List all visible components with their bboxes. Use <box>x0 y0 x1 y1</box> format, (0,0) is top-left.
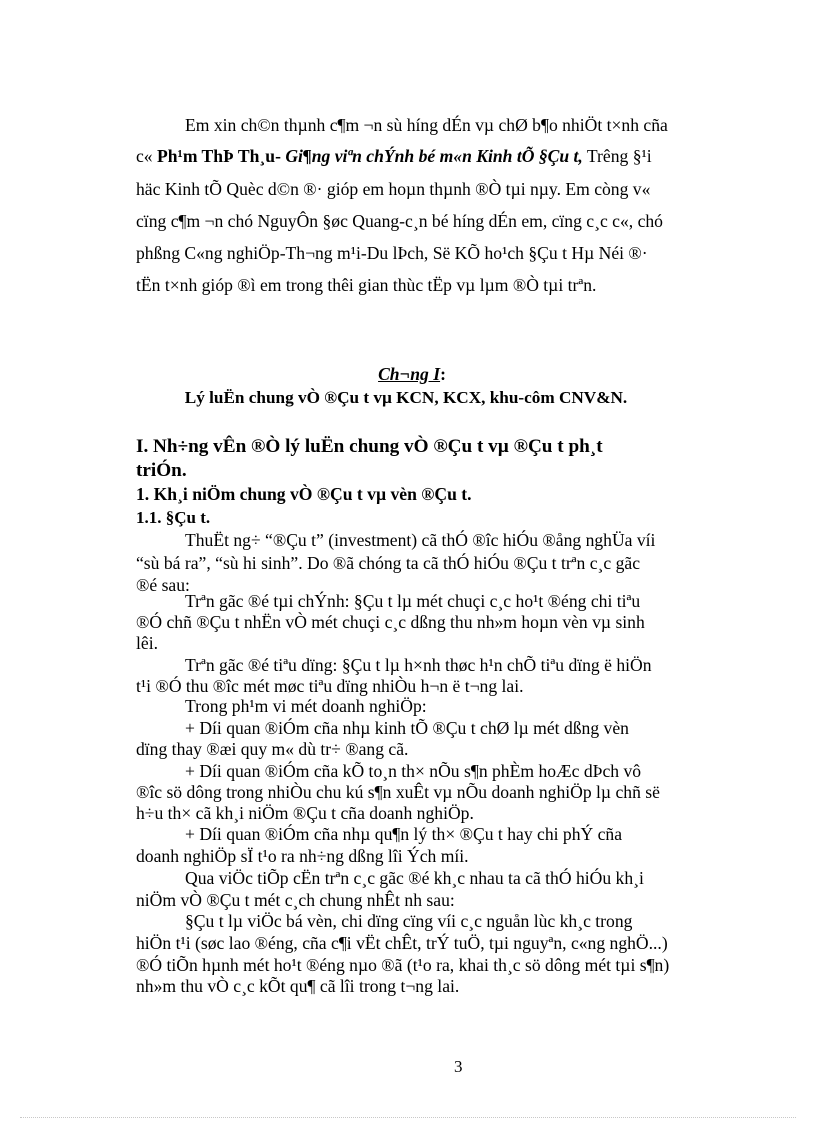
body-line: hiÖn t¹i (søc lao ®éng, cña c¶i vËt chÊt, trÝ tuÖ, tµi nguyªn, c«ng nghÖ...) <box>136 933 668 953</box>
intro-line: phßng C«ng nghiÖp-Th¬ng m¹i-Du lÞch, Së KÕ ho¹ch §Çu t Hµ Néi ®· <box>136 243 648 263</box>
section-heading: I. Nh÷ng vÊn ®Ò lý luËn chung vÒ ®Çu t vµ ®Çu t ph¸t <box>136 436 603 457</box>
body-line: Trªn gãc ®é tµi chÝnh: §Çu t lµ mét chuçi c¸c ho¹t ®éng chi tiªu <box>185 591 641 611</box>
bullet-line: + Díi quan ®iÓm cña kÕ to¸n th× nÕu s¶n phÈm hoÆc dÞch vô <box>185 761 642 781</box>
body-line: ®Ó chñ ®Çu t nhËn vÒ mét chuçi c¸c dßng thu nh»m hoµn vèn vµ sinh <box>136 612 645 632</box>
subsection-heading: 1. Kh¸i niÖm chung vÒ ®Çu t vµ vèn ®Çu t. <box>136 484 472 504</box>
intro-line <box>136 148 652 166</box>
body-line: Trong ph¹m vi mét doanh nghiÖp: <box>185 696 427 716</box>
body-line: ®é sau: <box>136 575 190 595</box>
chapter-colon: : <box>440 364 446 384</box>
body-line: Qua viÖc tiÕp cËn trªn c¸c gãc ®é kh¸c nhau ta cã thÓ hiÓu kh¸i <box>185 868 644 888</box>
body-line: ThuËt ng÷ “®Çu t” (investment) cã thÓ ®îc hiÓu ®ång nghÜa víi <box>185 530 656 550</box>
page-number: 3 <box>454 1057 463 1076</box>
intro-line: tËn t×nh gióp ®ì em trong thêi gian thùc tËp vµ lµm ®Ò tµi trªn. <box>136 275 597 295</box>
intro-line: häc Kinh tÕ Quèc d©n ®· gióp em hoµn thµnh ®Ò tµi nµy. Em còng v« <box>136 179 651 199</box>
body-line: Trªn gãc ®é tiªu dïng: §Çu t lµ h×nh thøc h¹n chÕ tiªu dïng ë hiÖn <box>185 655 652 675</box>
bullet-line: + Díi quan ®iÓm cña nhµ kinh tÕ ®Çu t chØ lµ mét dßng vèn <box>185 718 629 738</box>
intro-line: cïng c¶m ¬n chó NguyÔn §øc Quang-c¸n bé híng dÉn em, cïng c¸c c«, chó <box>136 211 663 231</box>
intro-text: Trêng §¹i <box>582 146 652 166</box>
intro-text: c« <box>136 146 158 166</box>
section-heading-cont: triÓn. <box>136 460 187 481</box>
lecturer-name: Ph¹m ThÞ Th¸u- <box>157 146 281 166</box>
bullet-line: h÷u th× cã kh¸i niÖm ®Çu t cña doanh nghiÖp. <box>136 803 474 823</box>
body-line: t¹i ®Ó thu ®îc mét møc tiªu dïng nhiÒu h¬n ë t¬ng lai. <box>136 676 524 696</box>
intro-line: Em xin ch©n thµnh c¶m ¬n sù híng dÉn vµ chØ b¶o nhiÖt t×nh cña <box>185 115 668 135</box>
body-line: lêi. <box>136 633 158 653</box>
body-line: nh»m thu vÒ c¸c kÕt qu¶ cã lîi trong t¬ng lai. <box>136 976 460 996</box>
lecturer-title: Gi¶ng viªn chÝnh bé m«n Kinh tÕ §Çu t, <box>280 146 583 166</box>
chapter-subtitle: Lý luËn chung vÒ ®Çu t vµ KCN, KCX, khu-côm CNV&N. <box>184 388 628 407</box>
chapter-title <box>4 366 816 384</box>
bullet-line: doanh nghiÖp sÏ t¹o ra nh÷ng dßng lîi Ých míi. <box>136 846 469 866</box>
body-line: “sù bá ra”, “sù hi sinh”. Do ®ã chóng ta cã thÓ hiÓu ®Çu t trªn c¸c gãc <box>136 553 641 573</box>
bullet-line: ®îc sö dông trong nhiÒu chu kú s¶n xuÊt vµ nÕu doanh nghiÖp lµ chñ së <box>136 782 660 802</box>
body-line: §Çu t lµ viÖc bá vèn, chi dïng cïng víi c¸c nguån lùc kh¸c trong <box>185 911 633 931</box>
page-bottom-rule <box>20 1117 796 1118</box>
subsubsection-heading: 1.1. §Çu t. <box>136 508 211 527</box>
body-line: niÖm vÒ ®Çu t mét c¸ch chung nhÊt nh sau: <box>136 890 455 910</box>
chapter-number: Ch¬ng I <box>378 364 441 384</box>
bullet-line: + Díi quan ®iÓm cña nhµ qu¶n lý th× ®Çu t hay chi phÝ cña <box>185 824 623 844</box>
bullet-line: dïng thay ®æi quy m« dù tr÷ ®ang cã. <box>136 739 409 759</box>
body-line: ®Ó tiÕn hµnh mét ho¹t ®éng nµo ®ã (t¹o ra, khai th¸c sö dông mét tµi s¶n) <box>136 955 670 975</box>
